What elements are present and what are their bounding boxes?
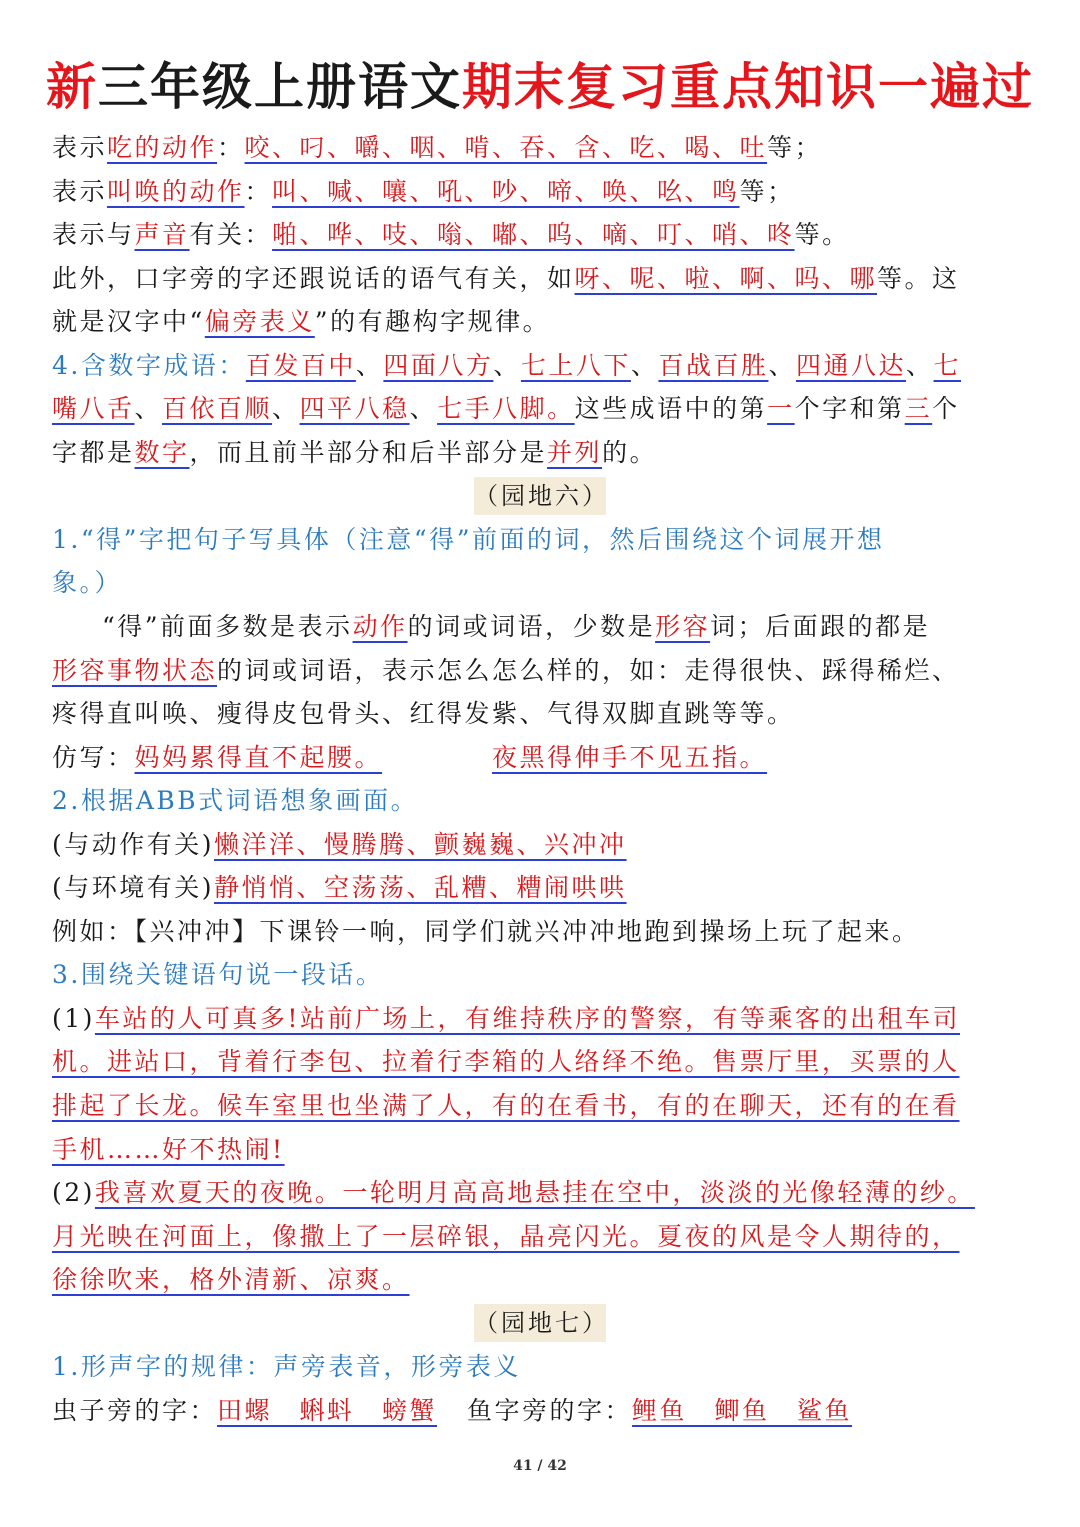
answer-words: 叫、喊、嚷、吼、吵、啼、唤、吆、鸣 (272, 177, 740, 206)
text: 词；后面跟的都是 (710, 612, 931, 641)
idiom: 嘴八舌 (52, 394, 135, 423)
text: 表示 (52, 177, 108, 206)
line-abb-environment (52, 868, 1032, 908)
title-part-3: 期末复习重点知识一遍过 (462, 58, 1034, 116)
line-example-sentence: 例如：【兴冲冲】下课铃一响，同学们就兴冲冲地跑到操场上玩了起来。 (52, 917, 920, 946)
text: 表示与 (52, 220, 135, 249)
text: 个 (932, 394, 960, 423)
text: 就是汉字中“ (52, 307, 205, 336)
idiom: 四平八稳 (299, 394, 410, 423)
text: 仿写： (52, 743, 135, 772)
text: 表示 (52, 133, 108, 162)
separator: 、 (493, 351, 521, 380)
line-de-explanation-1 (102, 607, 1032, 647)
paragraph-1-line-2: 机。进站口，背着行李包、拉着行李箱的人络绎不绝。售票厅里，买票的人 (52, 1047, 960, 1076)
line-number-idioms-2 (52, 389, 1032, 429)
title-part-1: 新 (46, 58, 98, 116)
imitation-sentence-1 (135, 743, 493, 772)
text: ，而且前半部分和后半部分是 (189, 438, 548, 467)
answer-words: 鲤鱼 鲫鱼 鲨鱼 (632, 1396, 853, 1425)
separator: 、 (630, 351, 659, 380)
line-call-actions (52, 172, 1032, 212)
section-heading-garden-7: （园地七） (474, 1304, 606, 1342)
text: 这些成语中的第 (574, 394, 768, 423)
answer-words: 啪、哗、吱、嗡、嘟、呜、嘀、叮、哨、咚 (272, 220, 795, 249)
paragraph-text: 车站的人可真多!站前广场上，有维持秩序的警察，有等乘客的出租车司 (94, 1004, 960, 1033)
keyword: 形容 (655, 612, 711, 641)
line-de-examples: 疼得直叫唤、瘦得皮包骨头、红得发紫、气得双脚直跳等等。 (52, 699, 795, 728)
heading-de-sentences-cont: 象。） (52, 568, 123, 597)
keyword: 声音 (134, 220, 190, 249)
page-number: 41 / 42 (513, 1458, 567, 1474)
answer-words: 咬、叼、嚼、咽、啃、吞、含、吃、喝、吐 (244, 133, 768, 162)
text: (与动作有关) (52, 830, 215, 859)
answer-words: 田螺 蝌蚪 螃蟹 (217, 1396, 438, 1425)
keyword: 一 (767, 394, 795, 423)
idiom: 四通八达 (795, 351, 906, 380)
keyword: 吃的动作 (107, 133, 218, 162)
separator: 、 (768, 351, 796, 380)
paragraph-2-line-2: 月光映在河面上，像撒上了一层碎银，晶亮闪光。夏夜的风是令人期待的， (52, 1222, 960, 1251)
idiom: 七手八脚。 (437, 394, 575, 423)
text: ： (244, 177, 273, 206)
text: 等； (739, 177, 795, 206)
text: 此外，口字旁的字还跟说话的语气有关，如 (52, 264, 575, 293)
keyword: 数字 (134, 438, 190, 467)
line-sound-words (52, 215, 1032, 255)
paragraph-1-line-1 (52, 999, 1032, 1039)
line-abb-action (52, 825, 1032, 865)
line-radical-rule (52, 302, 1032, 342)
idiom: 百发百中 (245, 351, 356, 380)
text: 虫子旁的字： (52, 1396, 218, 1425)
text: 字都是 (52, 438, 135, 467)
answer-words: 呀、呢、啦、啊、吗、哪 (574, 264, 878, 293)
text: ： (217, 133, 245, 162)
text: 的。 (602, 438, 658, 467)
line-number-idioms-3 (52, 433, 1032, 473)
text: 等； (767, 133, 823, 162)
idiom: 百依百顺 (162, 394, 273, 423)
heading-de-sentences: 1.“得”字把句子写具体（注意“得”前面的词，然后围绕这个词展开想 (52, 525, 885, 554)
keyword: 三 (904, 394, 933, 423)
keyword: 形容事物状态 (52, 656, 218, 685)
heading-abb-words: 2.根据ABB式词语想象画面。 (52, 786, 419, 815)
heading: 4.含数字成语： (52, 351, 246, 380)
page-title (0, 52, 1080, 122)
idiom: 七上八下 (520, 351, 631, 380)
line-eat-actions (52, 128, 1032, 168)
paragraph-2-line-1 (52, 1173, 1032, 1213)
line-number-idioms-1 (52, 346, 1032, 386)
heading-key-sentence: 3.围绕关键语句说一段话。 (52, 960, 384, 989)
imitation-sentence-2: 夜黑得伸手不见五指。 (492, 743, 768, 772)
text: 的词或词语，少数是 (407, 612, 656, 641)
idiom: 七 (933, 351, 962, 380)
line-imitation (52, 738, 1032, 778)
separator: 、 (134, 394, 163, 423)
paragraph-1-line-3: 排起了长龙。候车室里也坐满了人，有的在看书，有的在聊天，还有的在看 (52, 1091, 960, 1120)
text: ”的有趣构字规律。 (314, 307, 551, 336)
keyword: 动作 (352, 612, 408, 641)
idiom: 百战百胜 (658, 351, 769, 380)
paragraph-number: (2) (52, 1178, 95, 1207)
paragraph-number: (1) (52, 1004, 95, 1033)
heading-phono-semantic: 1.形声字的规律：声旁表音，形旁表义 (52, 1352, 521, 1381)
title-part-2: 三年级上册语文 (98, 58, 462, 116)
keyword: 叫唤的动作 (107, 177, 245, 206)
separator: 、 (409, 394, 438, 423)
text: 的词或词语，表示怎么怎么样的，如：走得很快、踩得稀烂、 (217, 656, 960, 685)
text: 等。这 (877, 264, 960, 293)
text: 等。 (794, 220, 850, 249)
text: 鱼字旁的字： (467, 1396, 633, 1425)
answer-words: 懒洋洋、慢腾腾、颤巍巍、兴冲冲 (214, 830, 627, 859)
text: 个字和第 (794, 394, 905, 423)
answer-words: 静悄悄、空荡荡、乱糟、糟闹哄哄 (214, 873, 627, 902)
line-radical-examples (52, 1391, 1032, 1431)
paragraph-text: 我喜欢夏天的夜晚。一轮明月高高地悬挂在空中，淡淡的光像轻薄的纱。 (94, 1178, 975, 1207)
keyword: 并列 (547, 438, 603, 467)
text: “得”前面多数是表示 (102, 612, 353, 641)
line-de-explanation-2 (52, 651, 1032, 691)
separator: 、 (355, 351, 384, 380)
idiom: 四面八方 (383, 351, 494, 380)
separator: 、 (272, 394, 300, 423)
line-tone-words (52, 259, 1032, 299)
text: 妈妈累得直不起腰。 (134, 743, 383, 772)
text: (与环境有关) (52, 873, 215, 902)
paragraph-1-line-4: 手机……好不热闹! (52, 1135, 285, 1164)
separator: 、 (906, 351, 934, 380)
keyword: 偏旁表义 (204, 307, 315, 336)
paragraph-2-line-3: 徐徐吹来，格外清新、凉爽。 (52, 1265, 410, 1294)
section-heading-garden-6: （园地六） (474, 477, 606, 515)
text: 有关： (189, 220, 273, 249)
